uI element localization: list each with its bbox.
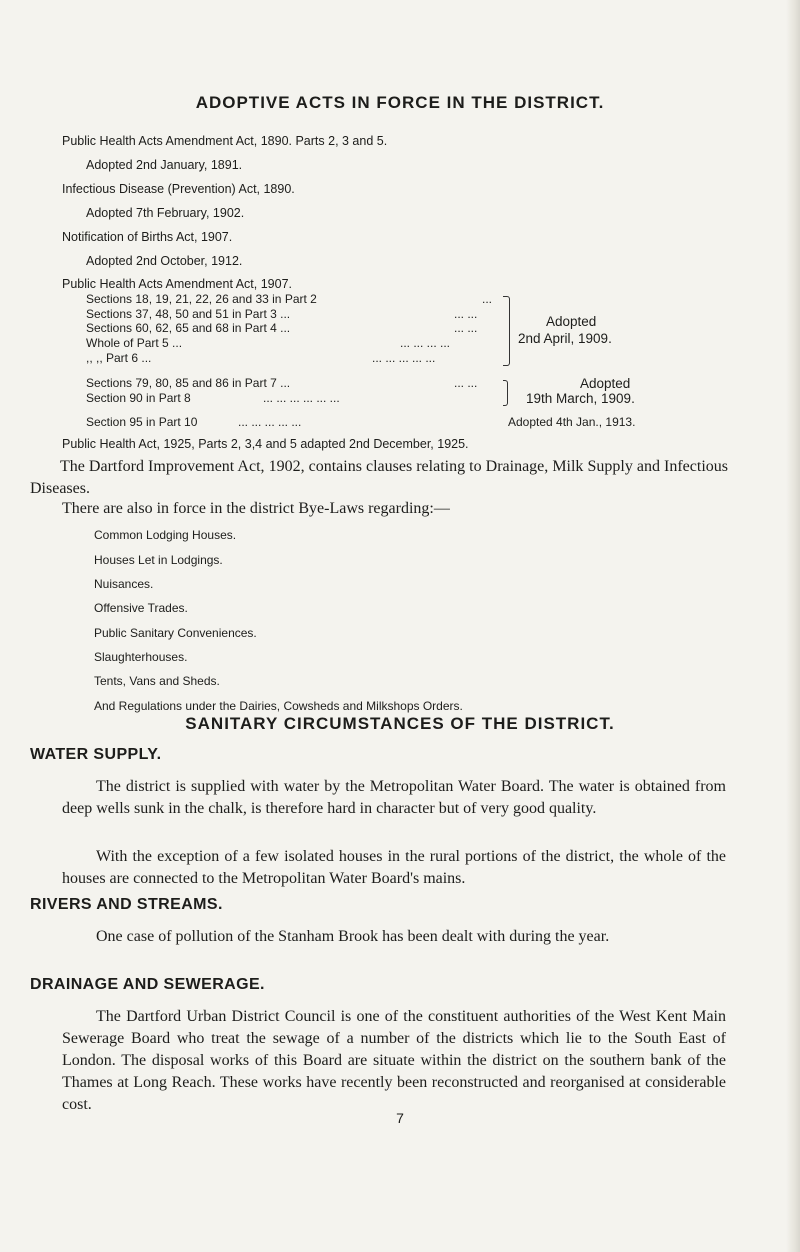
act-1: Public Health Acts Amendment Act, 1890. Parts 2, 3 and 5. bbox=[62, 134, 388, 148]
act-1-adoption: Adopted 2nd January, 1891. bbox=[86, 158, 243, 172]
adoption-date: 2nd April, 1909. bbox=[518, 331, 612, 346]
section-row: Sections 18, 19, 21, 22, 26 and 33 in Part 2 bbox=[86, 292, 317, 306]
byelaws-intro: There are also in force in the district Bye-Laws regarding:— bbox=[62, 500, 450, 517]
byelaw-item: Common Lodging Houses. bbox=[94, 528, 237, 542]
rivers-paragraph bbox=[62, 926, 726, 948]
section-row: ,, ,, Part 6 ... bbox=[86, 351, 152, 365]
page-number: 7 bbox=[396, 1110, 404, 1126]
section-row: Section 95 in Part 10 bbox=[86, 415, 198, 429]
adoption-label: Adopted bbox=[580, 376, 631, 391]
bracket bbox=[503, 380, 508, 406]
section-row: Sections 60, 62, 65 and 68 in Part 4 ... bbox=[86, 321, 291, 335]
drainage-text: The Dartford Urban District Council is one of the constituent authorities of the West Kent Main Sewerage Board who treat the sewage of a number of the districts which lie to the South East of London. The disposal works of this Board are situate within the district on the southern bank of the Thames at Long Reach. These works have recently been reconstructed and reorganised at considerable cost. bbox=[62, 1008, 726, 1113]
leader-dots: ... ... bbox=[454, 307, 478, 321]
rivers-text: One case of pollution of the Stanham Brook has been dealt with during the year. bbox=[96, 928, 610, 945]
byelaw-item: Public Sanitary Conveniences. bbox=[94, 626, 257, 640]
act-2-adoption: Adopted 7th February, 1902. bbox=[86, 206, 245, 220]
adoption-date: Adopted 4th Jan., 1913. bbox=[508, 415, 636, 429]
byelaw-item: Nuisances. bbox=[94, 577, 154, 591]
byelaw-item: Houses Let in Lodgings. bbox=[94, 553, 223, 567]
drainage-heading: DRAINAGE AND SEWERAGE. bbox=[30, 976, 265, 993]
dartford-paragraph: The Dartford Improvement Act, 1902, contains clauses relating to Drainage, Milk Supply and Infectious Diseases. bbox=[30, 458, 728, 497]
byelaw-item: Offensive Trades. bbox=[94, 601, 188, 615]
rivers-heading: RIVERS AND STREAMS. bbox=[30, 896, 223, 913]
adoption-label: Adopted bbox=[546, 314, 597, 329]
leader-dots: ... bbox=[482, 292, 493, 306]
leader-dots: ... ... ... ... bbox=[400, 336, 451, 350]
water-paragraph-2 bbox=[62, 846, 726, 890]
byelaw-item: Tents, Vans and Sheds. bbox=[94, 674, 220, 688]
act-3-adoption: Adopted 2nd October, 1912. bbox=[86, 254, 243, 268]
regulations-note: And Regulations under the Dairies, Cowsheds and Milkshops Orders. bbox=[94, 699, 463, 713]
bracket bbox=[503, 296, 510, 366]
section-row: Sections 37, 48, 50 and 51 in Part 3 ... bbox=[86, 307, 291, 321]
water-supply-heading: WATER SUPPLY. bbox=[30, 746, 162, 763]
act-5: Public Health Act, 1925, Parts 2, 3,4 and 5 adapted 2nd December, 1925. bbox=[62, 437, 469, 451]
byelaw-item: Slaughterhouses. bbox=[94, 650, 188, 664]
leader-dots: ... ... ... ... ... bbox=[372, 351, 436, 365]
act-3: Notification of Births Act, 1907. bbox=[62, 230, 233, 244]
act-4: Public Health Acts Amendment Act, 1907. bbox=[62, 277, 292, 291]
leader-dots: ... ... ... ... ... ... bbox=[263, 391, 340, 405]
water-text-1: The district is supplied with water by the Metropolitan Water Board. The water is obtained from deep wells sunk in the chalk, is therefore hard in character but of very good quality. bbox=[62, 778, 726, 817]
page-edge-shadow bbox=[786, 0, 800, 1252]
leader-dots: ... ... ... ... ... bbox=[238, 415, 302, 429]
section-row: Sections 79, 80, 85 and 86 in Part 7 ... bbox=[86, 376, 291, 390]
water-paragraph-1 bbox=[62, 776, 726, 820]
leader-dots: ... ... bbox=[454, 321, 478, 335]
act-2: Infectious Disease (Prevention) Act, 1890. bbox=[62, 182, 295, 196]
page-title: ADOPTIVE ACTS IN FORCE IN THE DISTRICT. bbox=[195, 93, 605, 112]
leader-dots: ... ... bbox=[454, 376, 478, 390]
section-row: Whole of Part 5 ... bbox=[86, 336, 183, 350]
water-text-2: With the exception of a few isolated houses in the rural portions of the district, the whole of the houses are connected to the Metropolitan Water Board's mains. bbox=[62, 848, 726, 887]
adoption-date: 19th March, 1909. bbox=[526, 391, 635, 406]
drainage-paragraph bbox=[62, 1006, 726, 1116]
section-row: Section 90 in Part 8 bbox=[86, 391, 191, 405]
section-title: SANITARY CIRCUMSTANCES OF THE DISTRICT. bbox=[185, 714, 615, 733]
